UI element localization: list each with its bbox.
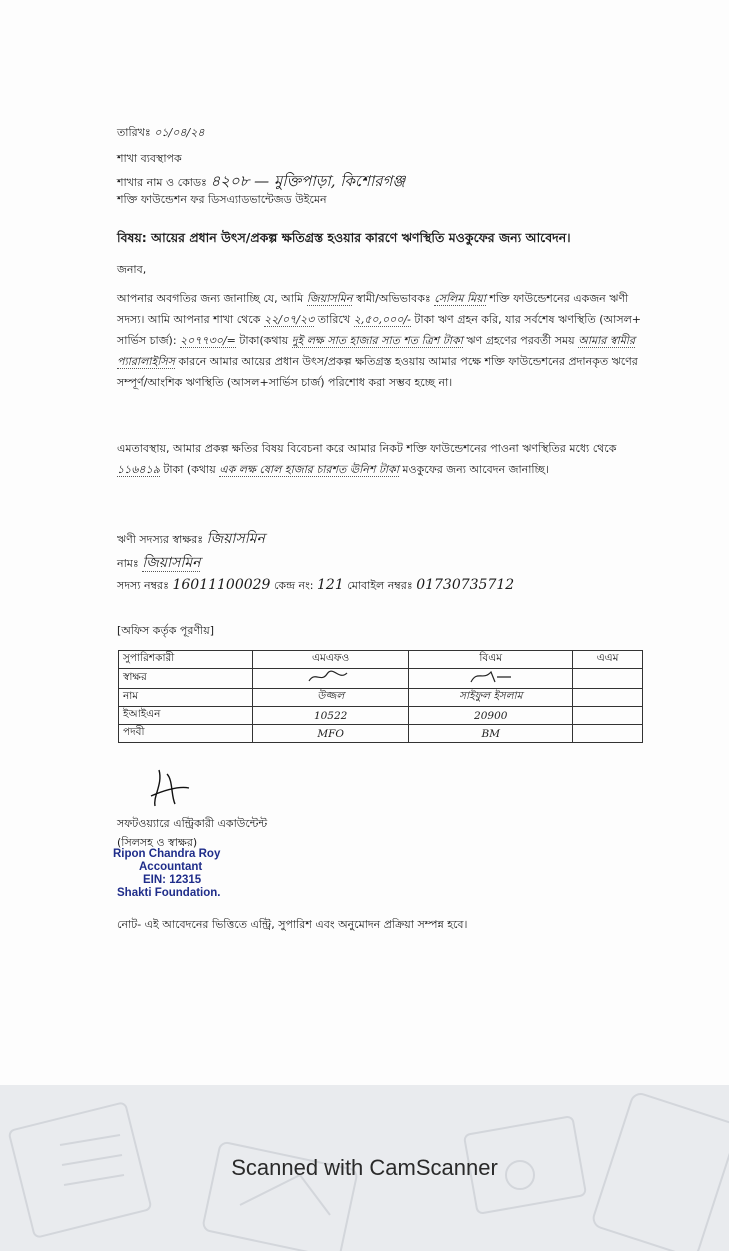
p1-text-h: কারনে আমার আয়ের প্রধান উৎস/প্রকল্প ক্ষতিগ্রস্ত হওয়ায় আমার পক্ষে শক্তি ফাউন্ডেশনের প্রদানকৃত ঋণের সম্পূর্ণ/আংশিক ঋণস্থিতি (আসল+সার্ভিস চার্জ) পরিশোধ করা সম্ভব হচ্ছে না।: [117, 355, 638, 389]
loan-date-hand: ২২/০৭/২৩: [263, 313, 315, 326]
branch-label: শাখার নাম ও কোডঃ: [117, 176, 207, 189]
table-row: [119, 725, 643, 743]
outstanding-hand: ২০৭৭৩০/=: [180, 334, 236, 347]
row-label: স্বাক্ষর: [119, 669, 253, 689]
reason-hand: আমার স্বামীর প্যারালাইসিস: [117, 334, 636, 368]
accountant-signature: [145, 766, 195, 812]
p2-text-c: মওকুফের জন্য আবেদন জানাচ্ছি।: [402, 463, 549, 476]
office-table-header-row: [119, 651, 643, 669]
table-cell: 20900: [409, 707, 573, 725]
member-number-label: সদস্য নম্বরঃ: [117, 579, 169, 592]
outstanding-words-hand: দুই লক্ষ সাত হাজার সাত শত ত্রিশ টাকা: [291, 334, 463, 347]
center-label: কেন্দ্র নং:: [273, 579, 314, 592]
loan-amount-hand: ২,৫০,০০০/-: [353, 313, 411, 326]
office-title: [অফিস কর্তৃক পূরণীয়]: [117, 624, 214, 637]
member-sign-label: ঋণী সদস্যর স্বাক্ষরঃ: [117, 533, 204, 546]
row-label: পদবী: [119, 725, 253, 743]
member-name-label: নামঃ: [117, 557, 139, 570]
table-cell: [573, 669, 643, 689]
foundation-line: শক্তি ফাউন্ডেশন ফর ডিসএ্যাডভান্টেজড উইমেন: [117, 193, 327, 206]
bm-signature: [409, 669, 573, 689]
branch-line: [117, 174, 405, 190]
paragraph-1: [117, 288, 649, 393]
waiver-words-hand: এক লক্ষ ষোল হাজার চারশত ঊনিশ টাকা: [219, 463, 399, 476]
stamp-line: Shakti Foundation.: [117, 887, 221, 899]
branch-value: ৪২০৮ — মুক্তিপাড়া, কিশোরগঞ্জ: [210, 172, 406, 190]
manager-line: শাখা ব্যবস্থাপক: [117, 152, 182, 165]
member-number-value: 16011100029: [172, 577, 271, 593]
stamp-line: EIN: 12315: [143, 874, 202, 886]
row-label: নাম: [119, 689, 253, 707]
date-line: [117, 126, 205, 140]
p1-text-b: স্বামী/অভিভাবকঃ: [355, 292, 431, 305]
salutation: জনাব,: [117, 263, 147, 276]
row-label: ইআইএন: [119, 707, 253, 725]
table-cell: BM: [409, 725, 573, 743]
header-cell: সুপারিশকারী: [119, 651, 253, 669]
member-name-hand: জিয়াসমিন: [306, 292, 353, 305]
p2-text-a: এমতাবস্থায়, আমার প্রকল্প ক্ষতির বিষয় বিবেচনা করে আমার নিকট শক্তি ফাউন্ডেশনের পাওনা ঋণস্থিতির মধ্যে থেকে: [117, 442, 617, 455]
accountant-role: সফটওয়্যারে এন্ট্রিকারী একাউন্টেন্ট: [117, 817, 268, 830]
member-name-value: জিয়াসমিন: [142, 555, 201, 571]
table-cell: উজ্জল: [253, 689, 409, 707]
p1-text-c: শক্তি ফাউন্ডেশনের একজন ঋণী সদস্য। আমি আপনার শাখা থেকে: [117, 292, 629, 326]
member-sign-line: [117, 532, 265, 547]
table-cell: [573, 707, 643, 725]
table-cell: সাইফুল ইসলাম: [409, 689, 573, 707]
member-name-line: [117, 556, 200, 571]
member-signature: জিয়াসমিন: [206, 531, 265, 547]
p1-text-d: তারিখে: [317, 313, 351, 326]
seal-note: (সিলসহ ও স্বাক্ষর): [117, 836, 198, 849]
stamp-line: Ripon Chandra Roy: [113, 848, 221, 860]
waiver-amount-hand: ১১৬৪১৯: [117, 463, 160, 476]
table-cell: [573, 725, 643, 743]
signature-scribble: [301, 669, 361, 685]
p1-text-e: টাকা ঋণ গ্রহন করি, যার সর্বশেষ ঋণস্থিতি (আসল+ সার্ভিস চার্জ):: [117, 313, 641, 347]
date-label: তারিখঃ: [117, 126, 151, 139]
date-value: ০১/০৪/২৪: [154, 126, 205, 139]
header-cell: বিএম: [409, 651, 573, 669]
table-cell: 10522: [253, 707, 409, 725]
subject-line: বিষয়: আয়ের প্রধান উৎস/প্রকল্প ক্ষতিগ্রস্ত হওয়ার কারণে ঋণস্থিতি মওকুফের জন্য আবেদন।: [117, 230, 571, 245]
guardian-hand: সেলিম মিয়া: [434, 292, 486, 305]
stamp-line: Accountant: [139, 861, 203, 873]
table-row: [119, 707, 643, 725]
table-cell: [573, 689, 643, 707]
signature-scribble: [461, 669, 521, 685]
office-table: [118, 650, 643, 743]
table-row: [119, 689, 643, 707]
p2-text-b: টাকা (কথায়: [163, 463, 216, 476]
accountant-stamp: [113, 848, 221, 900]
header-cell: এমএফও: [253, 651, 409, 669]
member-number-line: [117, 578, 514, 593]
scanner-credit: Scanned with CamScanner: [231, 1155, 498, 1180]
p1-text-a: আপনার অবগতির জন্য জানাচ্ছি যে, আমি: [117, 292, 304, 305]
center-value: 121: [317, 577, 344, 593]
mfo-signature: [253, 669, 409, 689]
mobile-label: মোবাইল নম্বরঃ: [347, 579, 413, 592]
p1-text-f: টাকা(কথায়: [239, 334, 289, 347]
note-line: নোট- এই আবেদনের ভিত্তিতে এন্ট্রি, সুপারিশ এবং অনুমোদন প্রক্রিয়া সম্পন্ন হবে।: [117, 918, 468, 931]
paragraph-2: [117, 438, 649, 480]
p1-text-g: ঋণ গ্রহণের পরবর্তী সময়: [466, 334, 575, 347]
table-row: [119, 669, 643, 689]
table-cell: MFO: [253, 725, 409, 743]
header-cell: এএম: [573, 651, 643, 669]
mobile-value: 01730735712: [416, 577, 515, 593]
